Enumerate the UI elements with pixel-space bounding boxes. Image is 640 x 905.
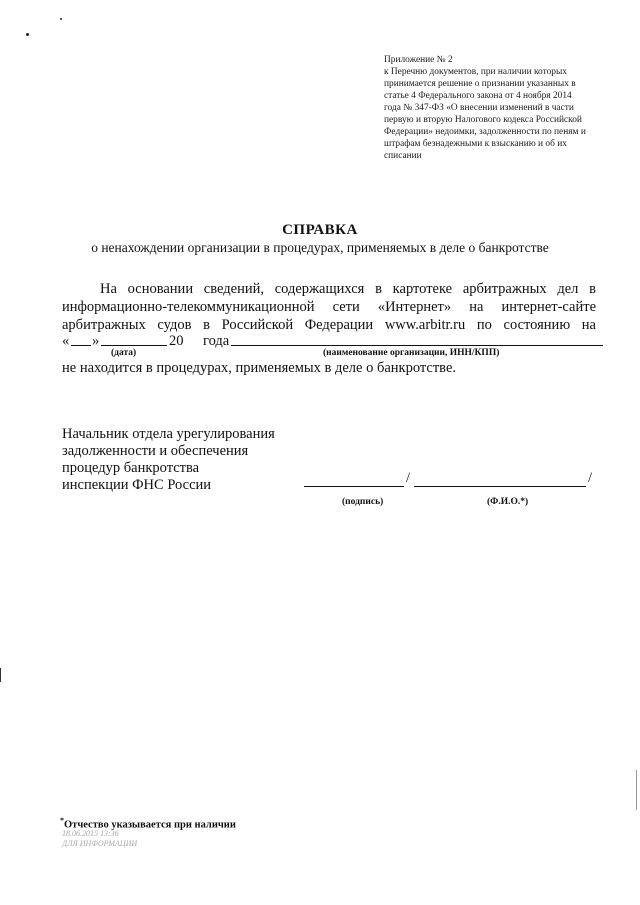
fio-blank: [414, 486, 586, 487]
appendix-line: принимается решение о признании указанных в: [384, 79, 576, 89]
appendix-line: штрафам безнадежными к взысканию и об их: [384, 139, 567, 149]
body-line-5: не находится в процедурах, применяемых в деле о банкротстве.: [62, 360, 457, 376]
document-title: СПРАВКА: [282, 222, 358, 238]
document-subtitle: о ненахождении организации в процедурах, применяемых в деле о банкротстве: [91, 240, 549, 255]
footnote-marker: *: [60, 816, 64, 825]
year-prefix: 20: [169, 333, 184, 349]
body-line-3: арбитражных судов в Российской Федерации www.arbitr.ru по состоянию на: [62, 317, 596, 333]
appendix-note: [384, 54, 606, 162]
appendix-line: года № 347-ФЗ «О внесении изменений в части: [384, 103, 574, 113]
organization-label: (наименование организации, ИНН/КПП): [323, 348, 500, 358]
year-suffix: года: [203, 333, 230, 349]
signature-label: (подпись): [342, 497, 384, 507]
body-line-2: информационно-телекоммуникационной сети «Интернет» на интернет-сайте: [62, 299, 596, 315]
signatory-role: [62, 426, 275, 494]
appendix-line: Приложение № 2: [384, 55, 453, 65]
appendix-line: первую и вторую Налогового кодекса Российской: [384, 115, 582, 125]
slash-1: /: [406, 470, 411, 486]
appendix-line: к Перечню документов, при наличии которых: [384, 67, 567, 77]
appendix-line: списании: [384, 151, 422, 161]
organization-blank: [231, 345, 603, 346]
body-line-1: На основании сведений, содержащихся в картотеке арбитражных дел в: [100, 281, 596, 297]
role-line: Начальник отдела урегулирования: [62, 426, 275, 442]
faint-stamp-text: ДЛЯ ИНФОРМАЦИИ: [62, 839, 138, 848]
role-line: процедур банкротства: [62, 460, 200, 476]
signature-blank: [304, 486, 404, 487]
appendix-line: статье 4 Федерального закона от 4 ноября 2014: [384, 91, 572, 101]
month-blank: [101, 345, 167, 346]
role-line: задолженности и обеспечения: [62, 443, 249, 459]
fio-label: (Ф.И.О.*): [487, 497, 529, 507]
day-blank: [71, 345, 91, 346]
date-label: (дата): [111, 348, 137, 358]
footnote-text: Отчество указывается при наличии: [64, 819, 236, 831]
appendix-line: Федерации» недоимки, задолженности по пеням и: [384, 127, 586, 137]
role-line: инспекции ФНС России: [62, 477, 212, 493]
date-close-quote: »: [92, 333, 100, 349]
faint-stamp-date: 18.06.2015 13:36: [62, 829, 119, 838]
slash-2: /: [588, 470, 593, 486]
date-open-quote: «: [62, 333, 70, 349]
